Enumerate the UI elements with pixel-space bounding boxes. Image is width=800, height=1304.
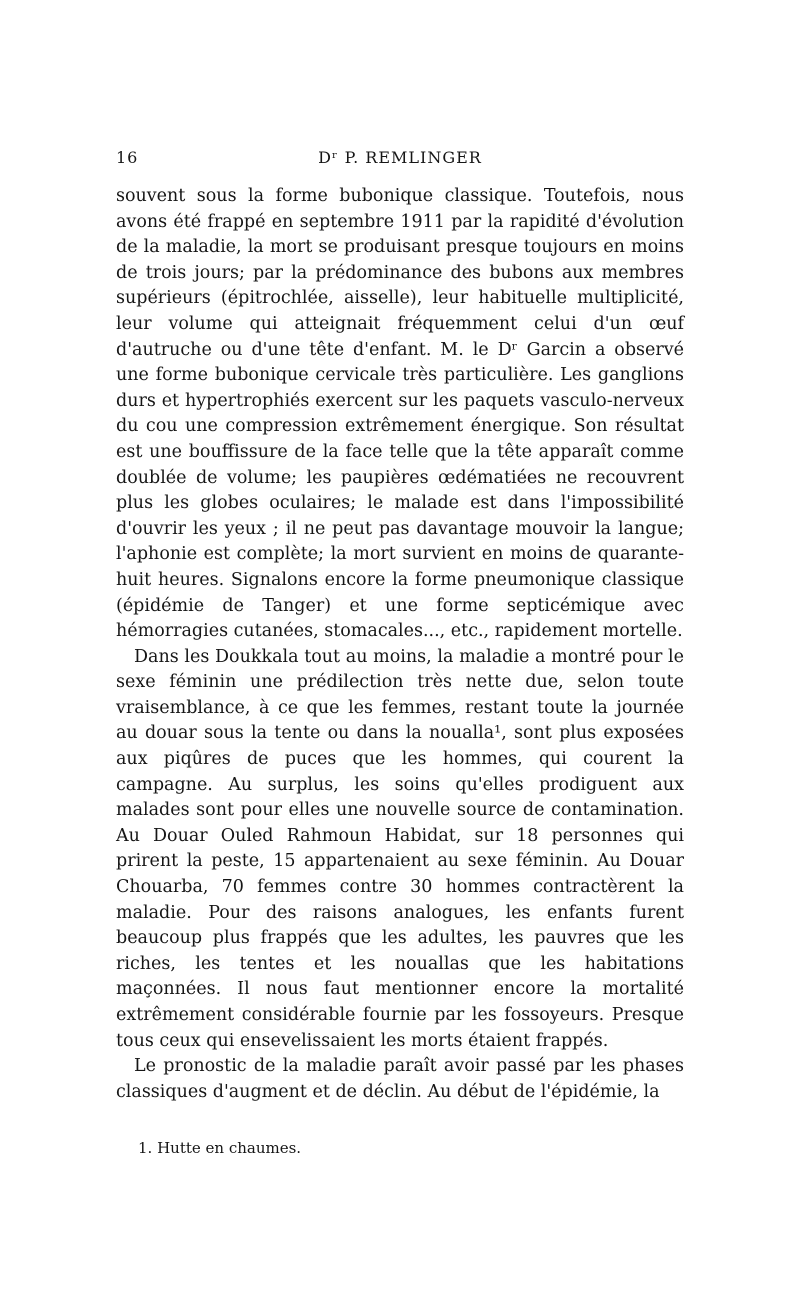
page-number: 16 [116,148,139,167]
paragraph-pronostic: Le pronostic de la maladie paraît avoir passé par les phases classiques d'augment et de déclin. Au début de l'épidémie, la [116,1056,684,1102]
paragraph-doukkala: Dans les Doukkala tout au moins, la maladie a montré pour le sexe féminin une prédilection très nette due, selon toute vraisemblance, à ce que les femmes, restant toute la journée au douar sous la tente ou dans la noualla¹, sont plus exposées aux piqûres de puces que les hommes, qui courent la campagne. Au surplus, les soins qu'elles prodiguent aux malades sont pour elles une nouvelle source de contamination. Au Douar Ouled Rahmoun Habidat, sur 18 personnes qui prirent la peste, 15 appartenaient au sexe féminin. Au Douar Chouarba, 70 femmes contre 30 hommes contractèrent la maladie. Pour des raisons analogues, les enfants furent beaucoup plus frappés que les adultes, les pauvres que les riches, les tentes et les nouallas que les habitations maçonnées. Il nous faut mentionner encore la mortalité extrêmement considérable fournie par les fossoyeurs. Presque tous ceux qui ensevelissaient les morts étaient frappés. [116,646,684,1051]
body-text [116,184,684,1105]
running-title: Dʳ P. REMLINGER [318,148,482,167]
running-head [116,140,684,174]
paragraph-continued: souvent sous la forme bubonique classique. Toutefois, nous avons été frappé en septembre 1911 par la rapidité d'évolution de la maladie, la mort se produisant presque toujours en moins de trois jours; par la prédominance des bubons aux membres supérieurs (épitrochlée, aisselle), leur habituelle multiplicité, leur volume qui atteignait fréquemment celui d'un œuf d'autruche ou d'une tête d'enfant. M. le Dʳ Garcin a observé une forme bubonique cervicale très particulière. Les ganglions durs et hypertrophiés exercent sur les paquets vasculo-nerveux du cou une compression extrêmement énergique. Son résultat est une bouffissure de la face telle que la tête apparaît comme doublée de volume; les paupières œdématiées ne recouvrent plus les globes oculaires; le malade est dans l'impossibilité d'ouvrir les yeux ; il ne peut pas davantage mouvoir la langue; l'aphonie est complète; la mort survient en moins de quarante-huit heures. Signalons encore la forme pneumonique classique (épidémie de Tanger) et une forme septicémique avec hémorragies cutanées, stomacales..., etc., rapidement mortelle. [116,186,684,642]
footnote: 1. Hutte en chaumes. [138,1139,302,1157]
